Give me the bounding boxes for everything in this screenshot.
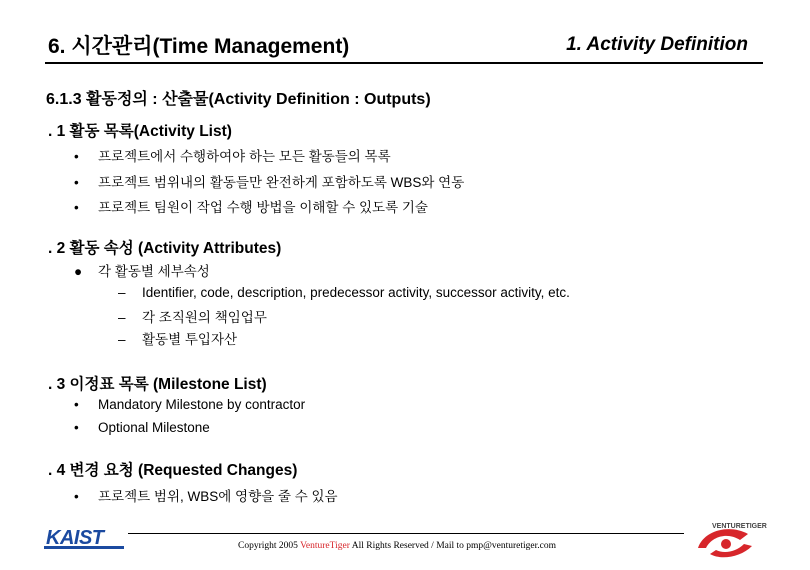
header-divider — [45, 62, 763, 64]
list-item: ● 각 활동별 세부속성 — [74, 264, 210, 279]
list-item: • 프로젝트에서 수행하여야 하는 모든 활동들의 목록 — [74, 149, 391, 164]
section-2-title: . 2 활동 속성 (Activity Attributes) — [48, 240, 282, 257]
section-3-title: . 3 이정표 목록 (Milestone List) — [48, 376, 267, 393]
kaist-logo — [44, 526, 124, 557]
venturetiger-logo — [690, 514, 770, 567]
footer-divider — [128, 533, 684, 534]
dash-icon: – — [118, 310, 126, 325]
list-item: – 활동별 투입자산 — [118, 332, 238, 347]
list-item: – Identifier, code, description, predecessor activity, successor activity, etc. — [118, 285, 570, 300]
list-item: • 프로젝트 범위내의 활동들만 완전하게 포함하도록 WBS와 연동 — [74, 175, 465, 190]
section-heading: 6.1.3 활동정의 : 산출물(Activity Definition : Outputs) — [46, 91, 431, 108]
dash-icon: – — [118, 285, 126, 300]
bullet-icon: • — [74, 149, 79, 164]
list-item: • 프로젝트 팀원이 작업 수행 방법을 이해할 수 있도록 기술 — [74, 200, 428, 215]
bullet-icon: • — [74, 489, 79, 504]
page-subtitle: 1. Activity Definition — [566, 34, 748, 55]
bullet-icon: • — [74, 397, 79, 412]
bullet-icon: • — [74, 420, 79, 435]
logo-wordmark: KAIST — [46, 527, 104, 549]
bullet-icon: ● — [74, 264, 83, 279]
list-item: – 각 조직원의 책임업무 — [118, 310, 267, 325]
dash-icon: – — [118, 332, 126, 347]
list-item: • Mandatory Milestone by contractor — [74, 397, 306, 412]
section-4-title: . 4 변경 요청 (Requested Changes) — [48, 462, 298, 479]
list-item: • 프로젝트 범위, WBS에 영향을 줄 수 있음 — [74, 489, 338, 504]
copyright-text: Copyright 2005 VentureTiger All Rights Reserved / Mail to pmp@venturetiger.com — [238, 541, 557, 551]
section-1-title: . 1 활동 목록(Activity List) — [48, 123, 232, 140]
bullet-icon: • — [74, 200, 79, 215]
page-title: 6. 시간관리(Time Management) — [48, 35, 350, 58]
logo-wordmark: VENTURETIGER — [712, 523, 767, 530]
bullet-icon: • — [74, 175, 79, 190]
brand-name: VentureTiger — [300, 541, 350, 551]
list-item: • Optional Milestone — [74, 420, 210, 435]
